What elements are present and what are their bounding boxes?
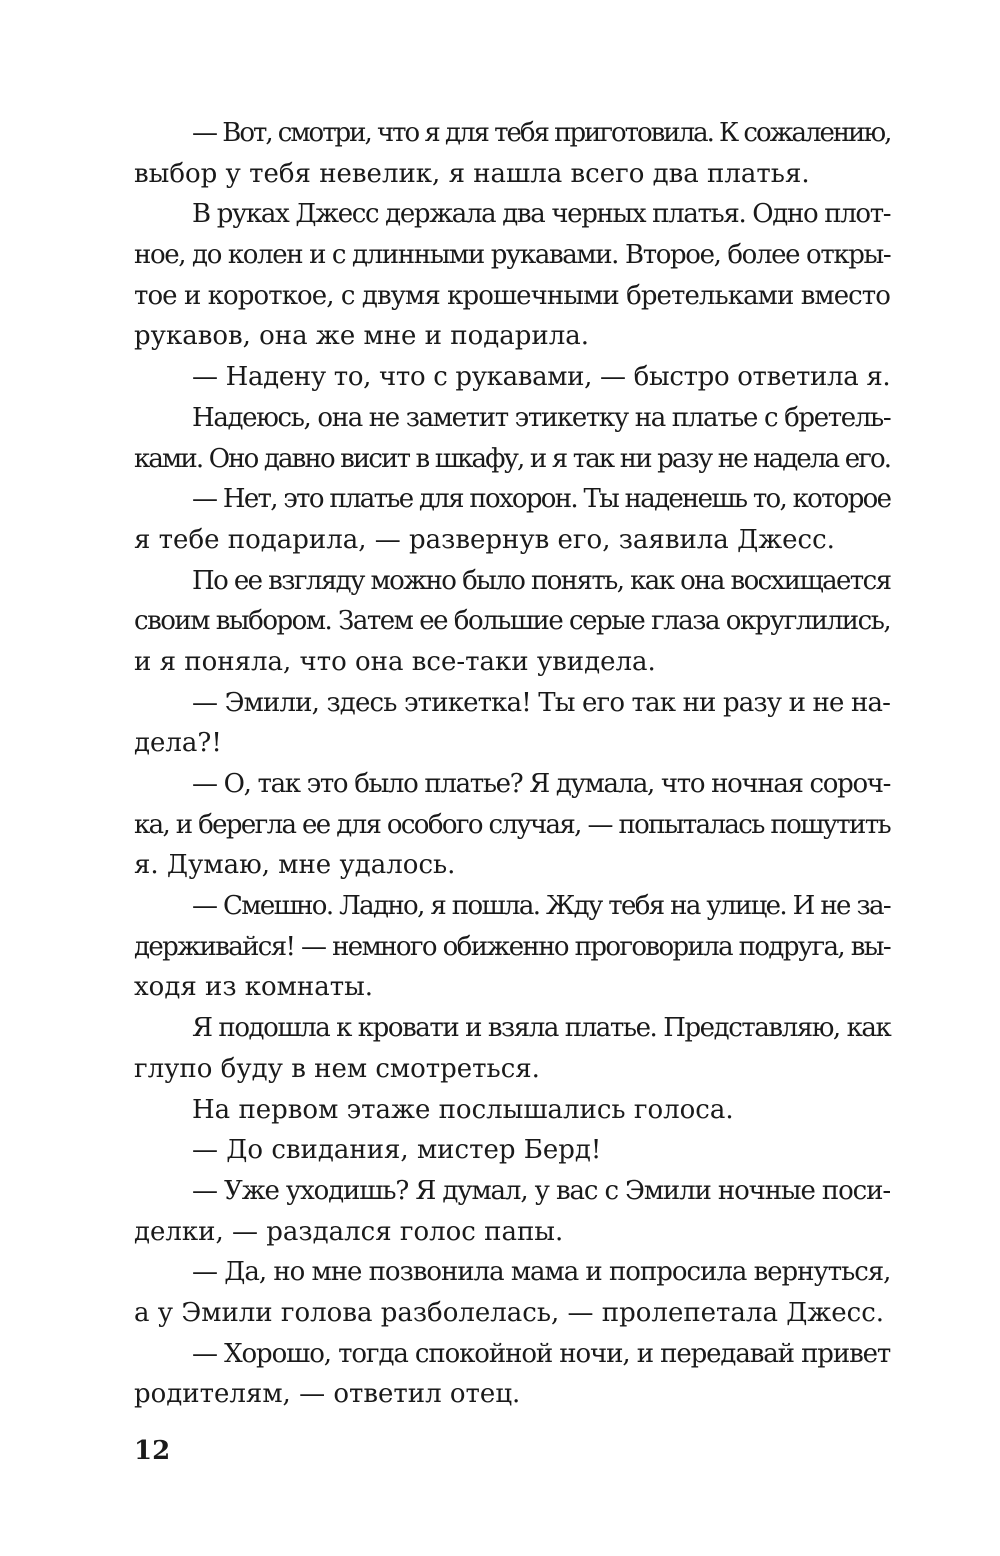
text-line: — До свидания, мистер Берд! bbox=[192, 1135, 602, 1166]
text-line: своим выбором. Затем ее большие серые глаза округлились, bbox=[134, 606, 891, 637]
text-line: ками. Оно давно висит в шкафу, и я так ни разу не надела его. bbox=[134, 443, 891, 474]
page-number: 12 bbox=[134, 1436, 171, 1466]
text-line: глупо буду в нем смотреться. bbox=[134, 1053, 540, 1084]
text-line: Я подошла к кровати и взяла платье. Представляю, как bbox=[192, 1013, 891, 1044]
text-line: родителям, — ответил отец. bbox=[134, 1379, 521, 1410]
text-line: В руках Джесс держала два черных платья. Одно плот- bbox=[192, 199, 891, 230]
text-line: я. Думаю, мне удалось. bbox=[134, 850, 456, 881]
text-line: Надеюсь, она не заметит этикетку на платье с бретель- bbox=[192, 402, 891, 433]
text-line: На первом этаже послышались голоса. bbox=[192, 1094, 734, 1125]
text-line: и я поняла, что она все-таки увидела. bbox=[134, 646, 656, 677]
text-line: — Смешно. Ладно, я пошла. Жду тебя на улице. И не за- bbox=[192, 891, 890, 922]
text-line: ное, до колен и с длинными рукавами. Второе, более откры- bbox=[134, 240, 891, 271]
text-line: — Эмили, здесь этикетка! Ты его так ни разу и не на- bbox=[192, 687, 891, 718]
text-line: держивайся! — немного обиженно проговорила подруга, вы- bbox=[134, 931, 890, 962]
body-text bbox=[134, 113, 890, 1415]
text-line: ка, и берегла ее для особого случая, — попыталась пошутить bbox=[134, 809, 890, 840]
text-line: ходя из комнаты. bbox=[134, 972, 374, 1003]
text-line: — Нет, это платье для похорон. Ты наденешь то, которое bbox=[192, 484, 891, 515]
text-line: — Да, но мне позвонила мама и попросила вернуться, bbox=[192, 1257, 891, 1288]
text-line: я тебе подарила, — развернув его, заявила Джесс. bbox=[134, 524, 835, 555]
text-line: — Хорошо, тогда спокойной ночи, и передавай привет bbox=[192, 1338, 891, 1369]
text-line: — Вот, смотри, что я для тебя приготовила. К сожалению, bbox=[192, 118, 891, 148]
text-line: — О, так это было платье? Я думала, что ночная сороч- bbox=[192, 769, 891, 799]
text-line: дела?! bbox=[134, 728, 222, 759]
text-line: — Надену то, что с рукавами, — быстро ответила я. bbox=[192, 362, 891, 393]
text-line: делки, — раздался голос папы. bbox=[134, 1216, 564, 1247]
text-line: выбор у тебя невелик, я нашла всего два платья. bbox=[134, 158, 810, 189]
text-line: тое и короткое, с двумя крошечными бретельками вместо bbox=[134, 280, 890, 311]
text-line: рукавов, она же мне и подарила. bbox=[134, 321, 590, 352]
text-line: — Уже уходишь? Я думал, у вас с Эмили ночные поси- bbox=[192, 1175, 890, 1206]
text-line: По ее взгляду можно было понять, как она восхищается bbox=[192, 565, 891, 596]
text-line: а у Эмили голова разболелась, — пролепетала Джесс. bbox=[134, 1297, 885, 1328]
